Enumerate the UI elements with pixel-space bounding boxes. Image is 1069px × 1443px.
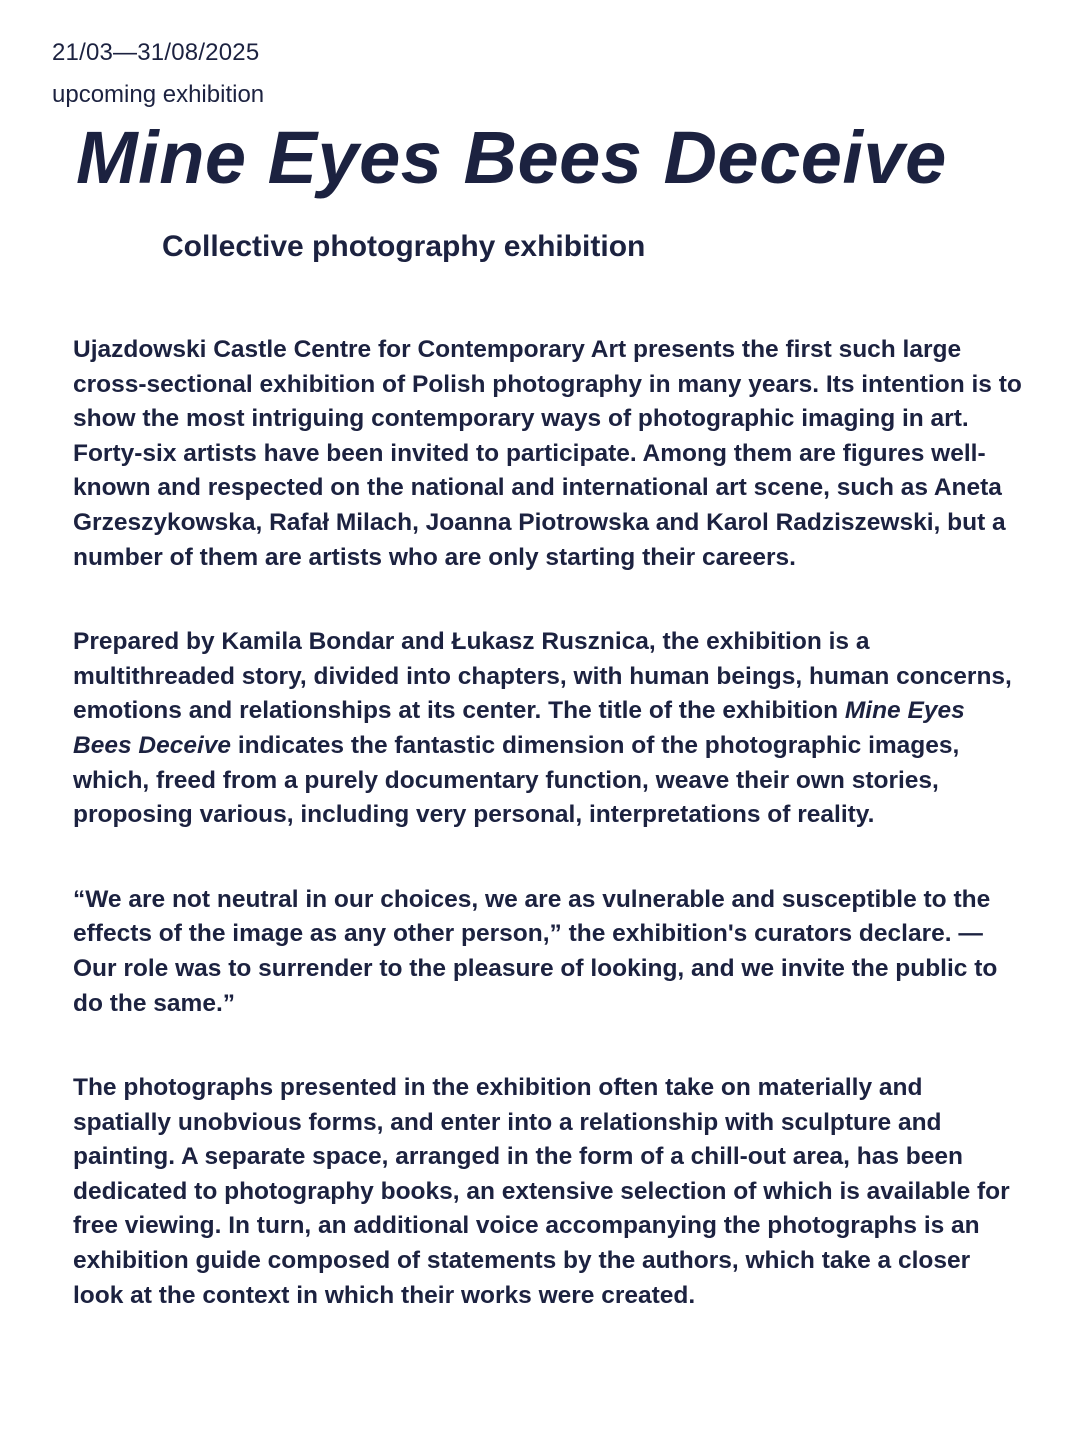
exhibition-subtitle: Collective photography exhibition xyxy=(162,230,646,263)
exhibition-status: upcoming exhibition xyxy=(52,81,265,108)
paragraph-curators xyxy=(73,625,1023,833)
paragraph-curators-text-start: Prepared by Kamila Bondar and Łukasz Rusznica, the exhibition is a multithreaded story, divided into chapters, with human beings, human concerns, emotions and relationships at its center. The title of the exhibition xyxy=(73,628,1012,725)
exhibition-title: Mine Eyes Bees Deceive xyxy=(76,116,947,199)
exhibition-description xyxy=(73,333,1023,1313)
paragraph-quote: “We are not neutral in our choices, we are as vulnerable and susceptible to the effects of the image as any other person,” the exhibition's curators declare. — Our role was to surrender to the pleasure of looking, and we invite the public to do the same.” xyxy=(73,885,998,1017)
paragraph-curators-text-end: indicates the fantastic dimension of the photographic images, which, freed from a purely documentary function, weave their own stories, proposing various, including very personal, interpretations of reality. xyxy=(73,731,960,829)
exhibition-dates: 21/03—31/08/2025 xyxy=(52,39,260,66)
paragraph-intro: Ujazdowski Castle Centre for Contemporary Art presents the first such large cross-sectional exhibition of Polish photography in many years. Its intention is to show the most intriguing contemporary ways of photographic imaging in art. Forty-six artists have been invited to participate. Among them are figures well-known and respected on the national and international art scene, such as Aneta Grzeszykowska, Rafał Milach, Joanna Piotrowska and Karol Radziszewski, but a number of them are artists who are only starting their careers. xyxy=(73,336,1022,571)
paragraph-curators-title: Mine Eyes Bees Deceive xyxy=(73,697,965,759)
paragraph-forms: The photographs presented in the exhibition often take on materially and spatially unobvious forms, and enter into a relationship with sculpture and painting. A separate space, arranged in the form of a chill-out area, has been dedicated to photography books, an extensive selection of which is available for free viewing. In turn, an additional voice accompanying the photographs is an exhibition guide composed of statements by the authors, which take a closer look at the context in which their works were created. xyxy=(73,1074,1010,1309)
